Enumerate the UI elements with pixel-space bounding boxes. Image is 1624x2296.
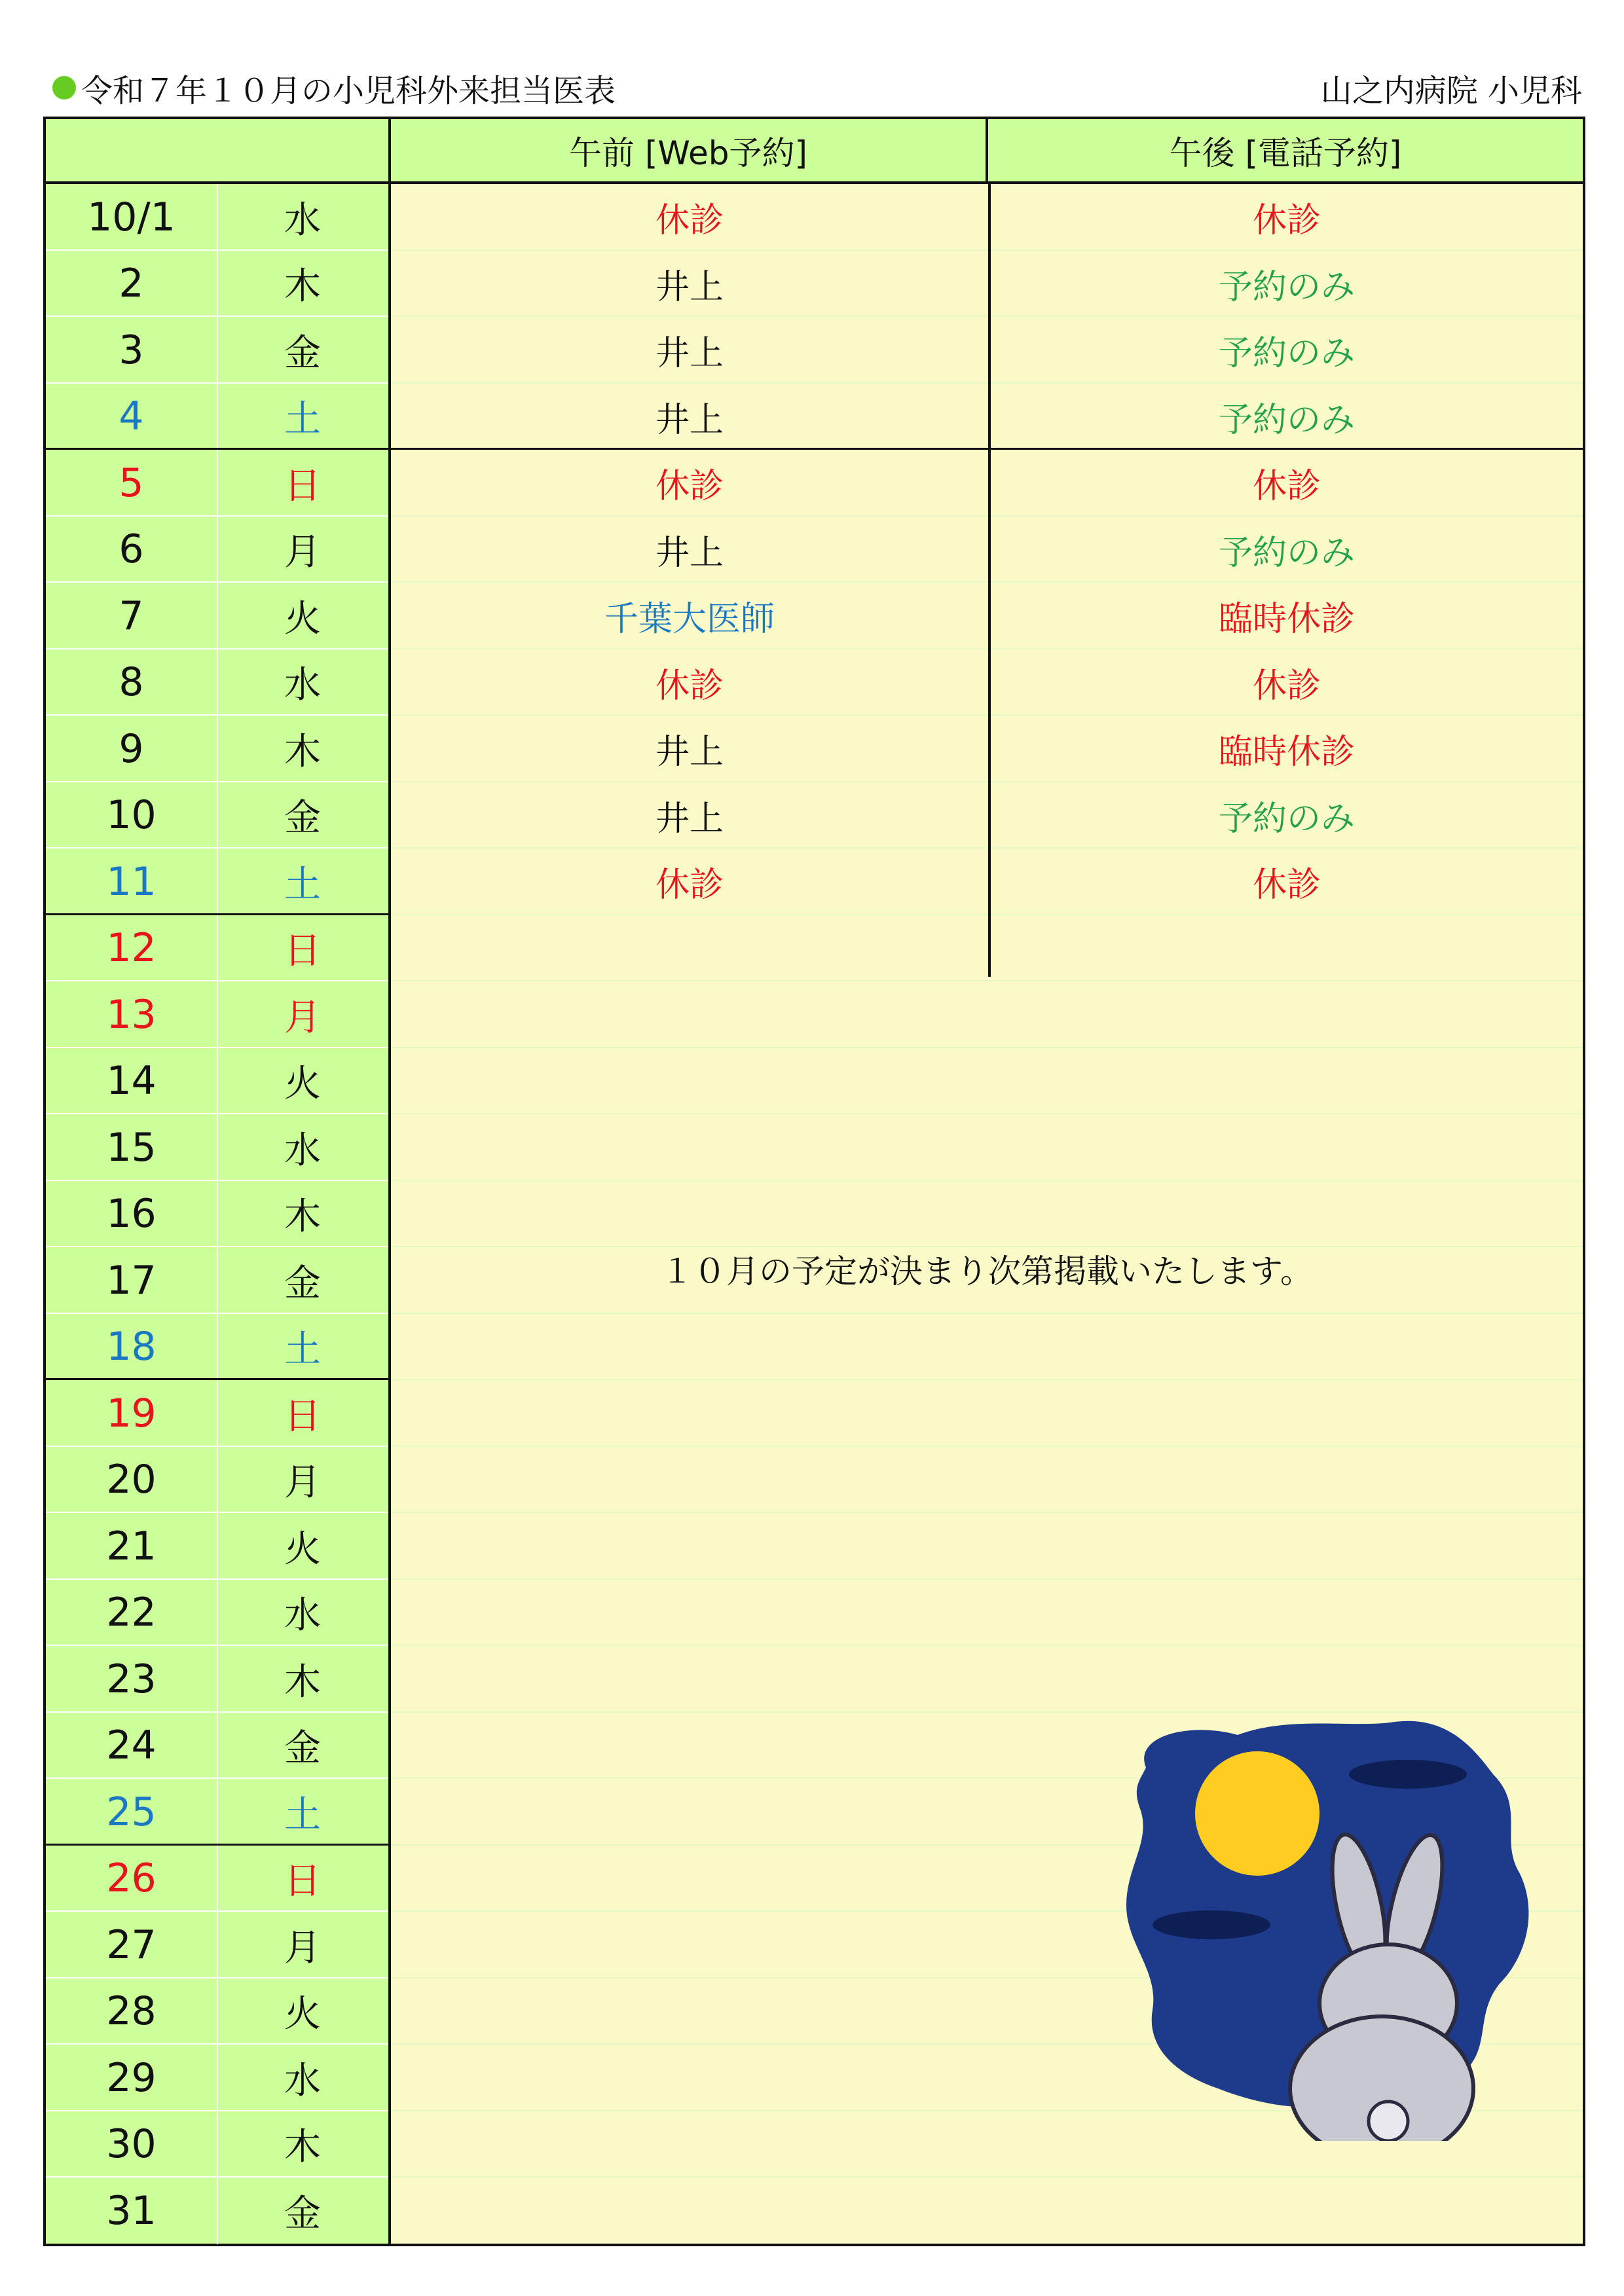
pm-cell (991, 915, 1583, 982)
am-cell (391, 1181, 988, 1248)
table-row (46, 1048, 1583, 1115)
am-cell (391, 981, 988, 1048)
date-cell: 26 (106, 1855, 157, 1902)
weekday-cell: 日 (284, 930, 321, 973)
pm-cell: 休診 (1252, 201, 1321, 241)
table-row (46, 184, 1583, 251)
am-cell: 井上 (655, 533, 724, 573)
date-cell: 21 (106, 1523, 157, 1569)
pm-cell: 予約のみ (1218, 334, 1355, 374)
weekday-cell: 月 (284, 996, 321, 1039)
pm-cell (991, 1380, 1583, 1447)
date-cell: 18 (106, 1324, 157, 1370)
weekday-cell: 土 (284, 863, 321, 906)
pending-notice: １０月の予定が決まり次第掲載いたします。 (661, 1252, 1313, 1290)
table-row (46, 317, 1583, 384)
date-cell: 31 (106, 2187, 157, 2234)
table-row (46, 1114, 1583, 1181)
am-cell: 休診 (655, 201, 724, 241)
pm-cell (991, 2178, 1583, 2244)
pm-cell (991, 1114, 1583, 1181)
am-cell (391, 1779, 988, 1846)
pm-cell: 休診 (1252, 467, 1321, 507)
weekday-cell: 木 (284, 2126, 321, 2169)
date-cell: 2 (119, 261, 144, 307)
title-group (52, 62, 616, 114)
weekday-cell: 水 (284, 198, 321, 242)
am-cell (391, 1978, 988, 2045)
weekday-cell: 火 (284, 1063, 321, 1106)
table-row (46, 384, 1583, 450)
table-row (46, 1646, 1583, 1713)
weekday-cell: 水 (284, 1594, 321, 1637)
date-cell: 12 (106, 925, 157, 972)
date-cell: 13 (106, 991, 157, 1038)
am-cell: 井上 (655, 733, 724, 773)
weekday-cell: 金 (284, 797, 321, 840)
date-cell: 20 (106, 1457, 157, 1503)
hospital-name: 山之内病院 小児科 (1320, 72, 1582, 109)
weekday-cell: 金 (284, 2192, 321, 2235)
date-cell: 3 (119, 327, 144, 373)
weekday-cell: 水 (284, 2059, 321, 2102)
weekday-cell: 土 (284, 398, 321, 441)
weekday-cell: 月 (284, 531, 321, 574)
weekday-cell: 木 (284, 730, 321, 773)
pm-cell (991, 1447, 1583, 1514)
table-row (46, 517, 1583, 583)
table-row (46, 251, 1583, 318)
date-cell: 6 (119, 526, 144, 573)
weekday-cell: 水 (284, 664, 321, 707)
rabbit-tail-shape (1369, 2102, 1408, 2141)
table-row (46, 915, 1583, 982)
weekday-cell: 日 (284, 1860, 321, 1903)
am-cell (391, 1646, 988, 1713)
table-row (46, 1181, 1583, 1248)
weekday-cell: 金 (284, 1727, 321, 1770)
date-cell: 8 (119, 659, 144, 706)
weekday-cell: 月 (284, 1926, 321, 1969)
weekday-cell: 土 (284, 1793, 321, 1836)
rabbit-moon-icon (1107, 1709, 1539, 2141)
date-cell: 9 (119, 725, 144, 772)
date-cell: 28 (106, 1988, 157, 2035)
pm-cell: 臨時休診 (1218, 600, 1355, 640)
am-cell (391, 1580, 988, 1647)
cloud-shape (1153, 1910, 1270, 1939)
pm-cell (991, 1513, 1583, 1580)
pm-cell: 予約のみ (1218, 533, 1355, 573)
weekday-cell: 金 (284, 1262, 321, 1305)
cloud-shape (1349, 1760, 1467, 1789)
table-row (46, 716, 1583, 782)
weekday-cell: 日 (284, 1394, 321, 1438)
table-row (46, 848, 1583, 915)
am-cell (391, 1912, 988, 1978)
am-cell: 井上 (655, 267, 724, 307)
weekday-cell: 木 (284, 265, 321, 308)
date-cell: 10/1 (87, 194, 175, 240)
table-row (46, 583, 1583, 649)
am-cell (391, 2111, 988, 2178)
am-cell: 休診 (655, 866, 724, 905)
table-row (46, 450, 1583, 517)
am-cell (391, 1447, 988, 1514)
date-cell: 25 (106, 1789, 157, 1835)
pm-cell: 予約のみ (1218, 267, 1355, 307)
am-cell (391, 1380, 988, 1447)
weekday-cell: 火 (284, 1527, 321, 1571)
am-cell (391, 1114, 988, 1181)
table-row (46, 1513, 1583, 1580)
page-header (43, 62, 1582, 114)
header-am: 午前 [Web予約] (391, 119, 988, 184)
date-cell: 4 (119, 393, 144, 440)
date-cell: 16 (106, 1191, 157, 1237)
table-row (46, 981, 1583, 1048)
weekday-cell: 木 (284, 1660, 321, 1704)
pm-cell: 予約のみ (1218, 799, 1355, 839)
date-cell: 11 (106, 858, 157, 905)
date-cell: 17 (106, 1257, 157, 1303)
table-row (46, 1580, 1583, 1647)
date-cell: 19 (106, 1390, 157, 1436)
pm-cell (991, 1048, 1583, 1115)
table-row (46, 2178, 1583, 2244)
table-row (46, 1314, 1583, 1381)
date-cell: 15 (106, 1124, 157, 1171)
date-cell: 30 (106, 2121, 157, 2168)
green-dot-icon (52, 76, 76, 100)
am-cell (391, 2178, 988, 2244)
date-cell: 27 (106, 1922, 157, 1968)
am-cell: 井上 (655, 400, 724, 440)
weekday-cell: 火 (284, 1993, 321, 2036)
table-row (46, 1447, 1583, 1514)
pm-cell (991, 1580, 1583, 1647)
am-cell (391, 1713, 988, 1779)
pm-cell (991, 1181, 1583, 1248)
am-cell (391, 1048, 988, 1115)
weekday-cell: 日 (284, 464, 321, 507)
moon-shape (1195, 1751, 1320, 1876)
pm-cell: 予約のみ (1218, 400, 1355, 440)
header-date-cell (46, 119, 391, 184)
am-cell (391, 1846, 988, 1912)
pm-cell: 休診 (1252, 866, 1321, 905)
date-cell: 29 (106, 2054, 157, 2101)
date-cell: 5 (119, 460, 144, 506)
weekday-cell: 水 (284, 1129, 321, 1172)
column-divider (988, 184, 991, 977)
am-cell (391, 1513, 988, 1580)
date-cell: 23 (106, 1656, 157, 1702)
am-cell (391, 2045, 988, 2111)
pm-cell (991, 1646, 1583, 1713)
weekday-cell: 月 (284, 1461, 321, 1504)
header-pm: 午後 [電話予約] (988, 119, 1583, 184)
am-cell: 休診 (655, 666, 724, 706)
am-cell: 井上 (655, 799, 724, 839)
am-cell: 千葉大医師 (604, 600, 775, 640)
date-cell: 22 (106, 1590, 157, 1636)
weekday-cell: 木 (284, 1195, 321, 1239)
weekday-cell: 火 (284, 597, 321, 640)
am-cell: 休診 (655, 467, 724, 507)
date-cell: 10 (106, 792, 157, 839)
am-cell (391, 915, 988, 982)
pm-cell: 臨時休診 (1218, 733, 1355, 773)
table-row (46, 649, 1583, 716)
date-cell: 14 (106, 1058, 157, 1104)
weekday-cell: 金 (284, 331, 321, 374)
date-cell: 24 (106, 1722, 157, 1769)
pm-cell (991, 981, 1583, 1048)
am-cell: 井上 (655, 334, 724, 374)
table-row (46, 782, 1583, 849)
weekday-cell: 土 (284, 1328, 321, 1372)
page-title: 令和７年１０月の小児科外来担当医表 (81, 72, 616, 109)
date-cell: 7 (119, 592, 144, 639)
am-cell (391, 1314, 988, 1381)
pm-cell (991, 1314, 1583, 1381)
pm-cell: 休診 (1252, 666, 1321, 706)
table-row (46, 1380, 1583, 1447)
